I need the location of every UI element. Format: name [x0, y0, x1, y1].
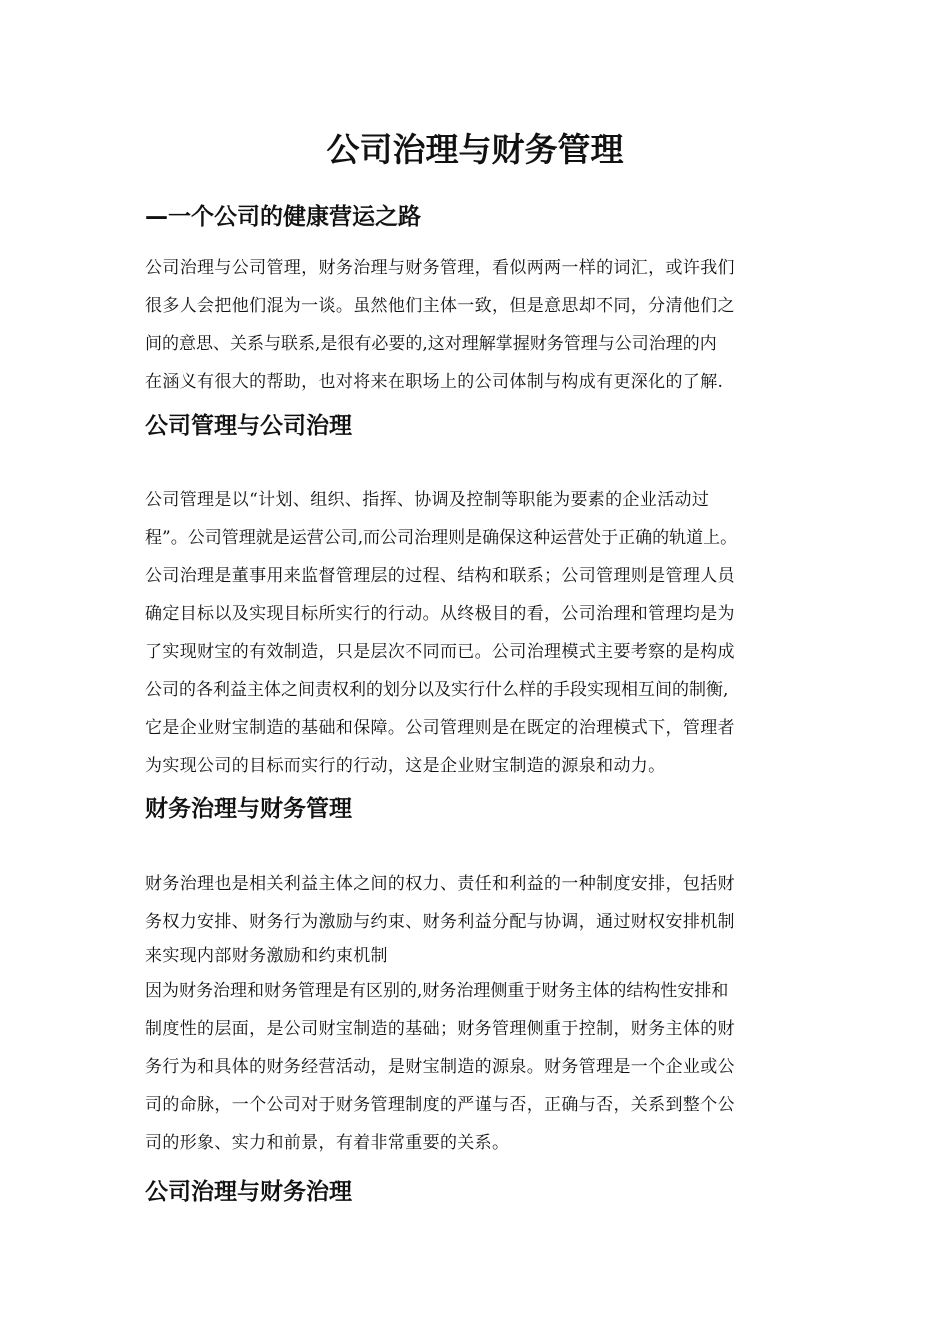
paragraph-line: 来实现内部财务激励和约束机制: [145, 946, 388, 966]
paragraph-line: 财务治理也是相关利益主体之间的权力、责任和利益的一种制度安排，包括财: [145, 874, 735, 894]
paragraph-line: 司的形象、实力和前景，有着非常重要的关系。: [145, 1133, 510, 1153]
paragraph-line: 它是企业财宝制造的基础和保障。公司管理则是在既定的治理模式下，管理者: [145, 718, 735, 738]
paragraph-line: 公司治理是董事用来监督管理层的过程、结构和联系；公司管理则是管理人员: [145, 566, 735, 586]
paragraph-line: 公司治理与公司管理，财务治理与财务管理，看似两两一样的词汇，或许我们: [145, 258, 735, 278]
paragraph-line: 公司管理是以“计划、组织、指挥、协调及控制等职能为要素的企业活动过: [145, 490, 710, 510]
paragraph-line: 司的命脉，一个公司对于财务管理制度的严谨与否，正确与否，关系到整个公: [145, 1095, 735, 1115]
paragraph-line: 间的意思、关系与联系,是很有必要的,这对理解掌握财务管理与公司治理的内: [145, 334, 717, 354]
paragraph-line: 在涵义有很大的帮助，也对将来在职场上的公司体制与构成有更深化的了解.: [145, 372, 724, 392]
paragraph-line: 确定目标以及实现目标所实行的行动。从终极目的看，公司治理和管理均是为: [145, 604, 735, 624]
section-heading-financial-governance: 财务治理与财务管理: [145, 796, 352, 822]
paragraph-line: 务行为和具体的财务经营活动，是财宝制造的源泉。财务管理是一个企业或公: [145, 1057, 735, 1077]
paragraph-line: 务权力安排、财务行为激励与约束、财务利益分配与协调，通过财权安排机制: [145, 912, 735, 932]
document-subtitle: —一个公司的健康营运之路: [145, 204, 421, 230]
section-paragraph-financial-governance: [145, 865, 735, 1162]
paragraph-line: 制度性的层面，是公司财宝制造的基础；财务管理侧重于控制，财务主体的财: [145, 1019, 735, 1039]
paragraph-line: 了实现财宝的有效制造，只是层次不同而已。公司治理模式主要考察的是构成: [145, 642, 735, 662]
section-heading-company-management: 公司管理与公司治理: [145, 413, 352, 439]
paragraph-line: 公司的各利益主体之间责权利的划分以及实行什么样的手段实现相互间的制衡,: [145, 680, 729, 700]
section-paragraph-company-management: [145, 481, 737, 785]
paragraph-line: 程”。公司管理就是运营公司,而公司治理则是确保这种运营处于正确的轨道上。: [145, 528, 738, 548]
document-title: 公司治理与财务管理: [326, 130, 624, 169]
paragraph-line: 因为财务治理和财务管理是有区别的,财务治理侧重于财务主体的结构性安排和: [145, 981, 729, 1001]
paragraph-line: 为实现公司的目标而实行的行动，这是企业财宝制造的源泉和动力。: [145, 756, 666, 776]
intro-paragraph: [145, 249, 735, 401]
paragraph-line: 很多人会把他们混为一谈。虽然他们主体一致，但是意思却不同，分清他们之: [145, 296, 735, 316]
section-heading-company-and-financial-governance: 公司治理与财务治理: [145, 1179, 352, 1205]
